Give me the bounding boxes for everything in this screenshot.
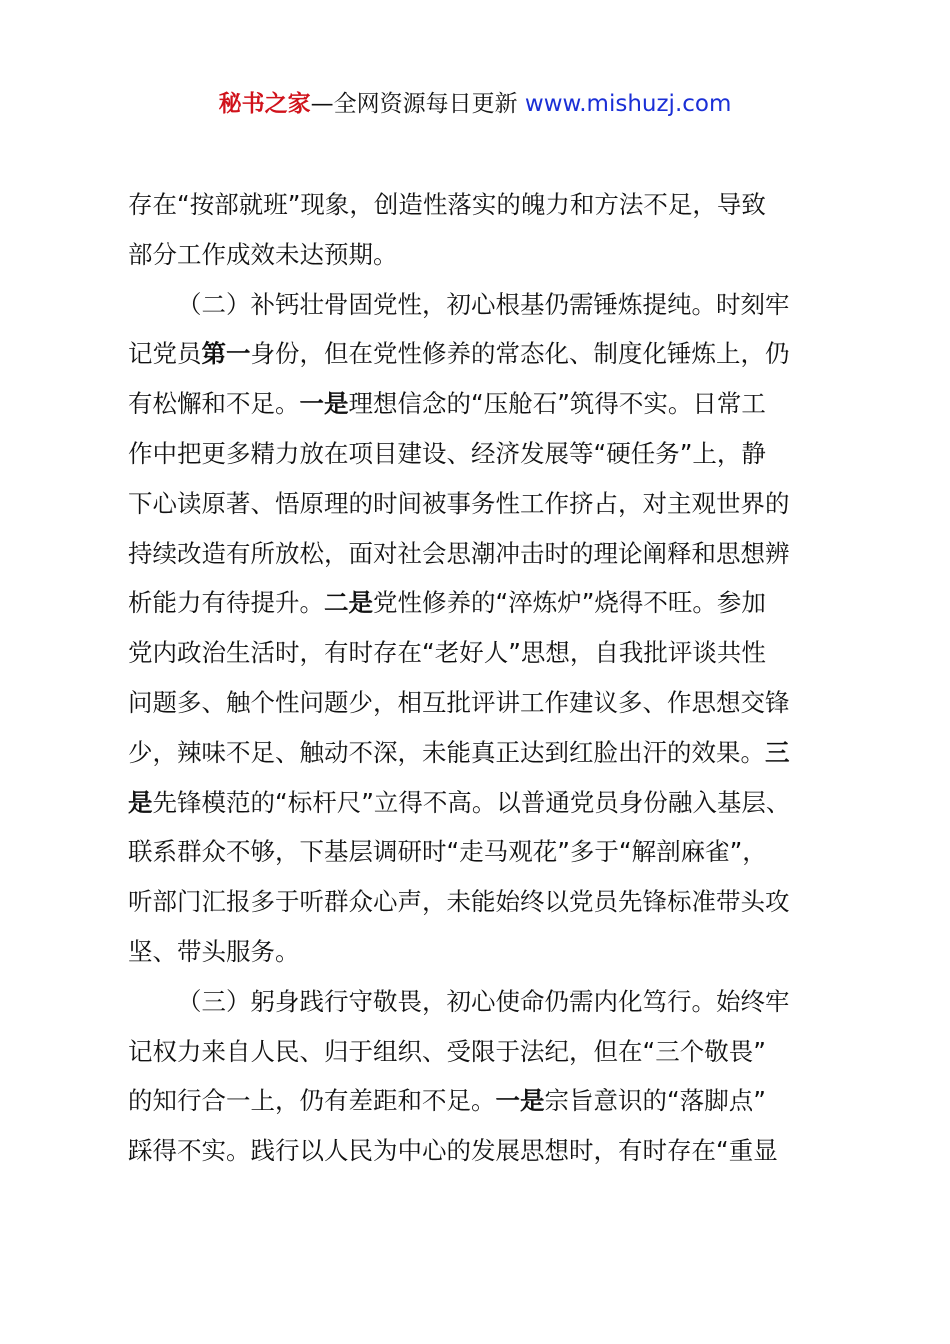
text-line <box>128 778 832 828</box>
text-line <box>128 329 832 379</box>
text-line <box>128 180 832 230</box>
text-line <box>128 230 832 280</box>
line-text: 先锋模范的“标杆尺”立得不高。以普通党员身份融入基层、 <box>152 787 791 817</box>
website-url[interactable]: www.mishuzj.com <box>524 91 732 117</box>
text-line <box>128 628 832 678</box>
line-text: 党内政治生活时，有时存在“老好人”思想，自我批评谈共性 <box>128 638 766 668</box>
line-text: 身份，但在党性修养的常态化、制度化锤炼上，仍 <box>250 339 790 369</box>
line-text: 析能力有待提升。 <box>128 588 324 618</box>
text-line <box>128 678 832 728</box>
text-line <box>128 1126 832 1176</box>
line-text: 踩得不实。践行以人民为中心的发展思想时，有时存在“重显 <box>128 1136 778 1166</box>
text-line <box>128 529 832 579</box>
text-line <box>128 379 832 429</box>
text-line <box>128 728 832 778</box>
text-line <box>128 827 832 877</box>
header-tagline: —全网资源每日更新 <box>310 91 525 117</box>
document-body <box>128 180 832 1176</box>
line-text: 理想信念的“压舱石”筑得不实。日常工 <box>348 389 766 419</box>
text-line <box>128 479 832 529</box>
text-line <box>128 578 832 628</box>
line-text: 问题多、触个性问题少，相互批评讲工作建议多、作思想交锋 <box>128 687 790 717</box>
line-text: 部分工作成效未达预期。 <box>128 239 398 269</box>
text-line <box>128 1027 832 1077</box>
line-text: 宗旨意识的“落脚点” <box>544 1086 766 1116</box>
text-line <box>128 877 832 927</box>
line-text: 的知行合一上，仍有差距和不足。 <box>128 1086 496 1116</box>
line-text: 持续改造有所放松，面对社会思潮冲击时的理论阐释和思想辨 <box>128 538 790 568</box>
brand-name: 秘书之家 <box>218 91 311 117</box>
document-header <box>0 86 950 122</box>
text-line <box>128 429 832 479</box>
line-text: 党性修养的“淬炼炉”烧得不旺。参加 <box>373 588 766 618</box>
line-text: 作中把更多精力放在项目建设、经济发展等“硬任务”上，静 <box>128 438 766 468</box>
text-line <box>128 977 832 1027</box>
bold-text: 第一 <box>201 339 251 369</box>
line-text: 下心读原著、悟原理的时间被事务性工作挤占，对主观世界的 <box>128 488 790 518</box>
line-text: 有松懈和不足。 <box>128 389 300 419</box>
line-text: 少，辣味不足、触动不深，未能真正达到红脸出汗的效果。 <box>128 737 765 767</box>
line-text: （三）躬身践行守敬畏，初心使命仍需内化笃行。始终牢 <box>177 986 790 1016</box>
text-line <box>128 1076 832 1126</box>
line-text: 坚、带头服务。 <box>128 936 300 966</box>
text-line <box>128 927 832 977</box>
bold-text: 三 <box>765 737 790 767</box>
bold-text: 是 <box>128 787 153 817</box>
bold-text: 一是 <box>495 1086 545 1116</box>
text-line <box>128 280 832 330</box>
line-text: 存在“按部就班”现象，创造性落实的魄力和方法不足，导致 <box>128 190 766 219</box>
line-text: 记权力来自人民、归于组织、受限于法纪，但在“三个敬畏” <box>128 1036 766 1066</box>
bold-text: 一是 <box>299 389 349 419</box>
line-text: 记党员 <box>128 339 202 369</box>
line-text: 听部门汇报多于听群众心声，未能始终以党员先锋标准带头攻 <box>128 887 790 917</box>
bold-text: 二是 <box>324 588 373 618</box>
line-text: （二）补钙壮骨固党性，初心根基仍需锤炼提纯。时刻牢 <box>177 289 790 319</box>
line-text: 联系群众不够，下基层调研时“走马观花”多于“解剖麻雀”， <box>128 837 767 867</box>
